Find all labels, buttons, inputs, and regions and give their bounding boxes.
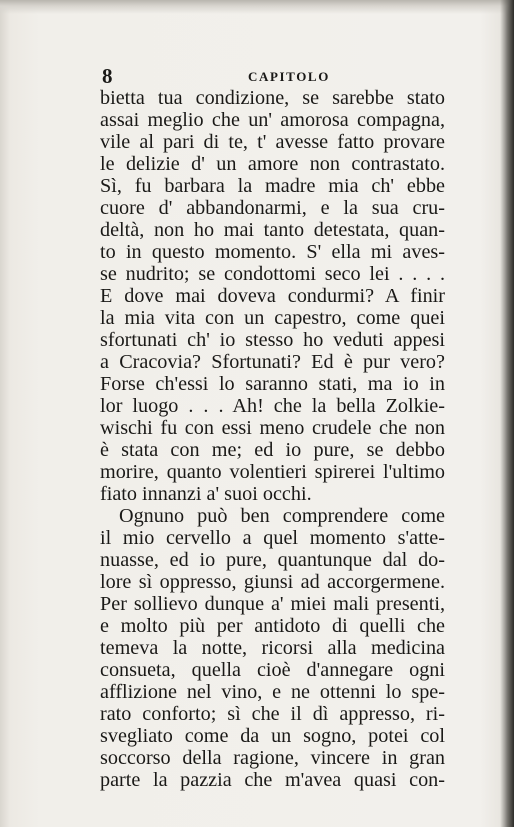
text-line: lore sì oppresso, giunsi ad accorgermene. [100,571,445,593]
text-line: a Cracovia? Sfortunati? Ed è pur vero? [100,351,445,373]
text-line: svegliato come da un sogno, potei col [100,725,445,747]
text-line-paragraph-end: fiato innanzi a' suoi occhi. [100,483,312,505]
text-line: E dove mai doveva condurmi? A finir [100,285,445,307]
text-line: Per sollievo dunque a' miei mali presenti, [100,593,445,615]
text-line: bietta tua condizione, se sarebbe stato [100,87,445,109]
text-line: rato conforto; sì che il dì appresso, ri- [100,703,445,725]
text-line: è stata con me; ed io pure, se debbo [100,439,445,461]
text-line: temeva la notte, ricorsi alla medicina [100,637,445,659]
text-line: nuasse, ed io pure, quantunque dal do- [100,549,445,571]
text-line: Sì, fu barbara la madre mia ch' ebbe [100,175,445,197]
text-line: parte la pazzia che m'avea quasi con- [100,769,445,791]
text-line: consueta, quella cioè d'annegare ogni [100,659,445,681]
text-line: wischi fu con essi meno crudele che non [100,417,445,439]
text-line: lor luogo . . . Ah! che la bella Zolkie- [100,395,445,417]
body-text [100,87,445,791]
text-line: vile al pari di te, t' avesse fatto provare [100,131,445,153]
page-top-edge-shadow [0,0,514,14]
running-head: CAPITOLO [248,69,330,84]
text-line: Forse ch'essi lo saranno stati, ma io in [100,373,445,395]
text-line: cuore d' abbandonarmi, e la sua cru- [100,197,445,219]
text-line: il mio cervello a quel momento s'atte- [100,527,445,549]
text-line: sfortunati ch' io stesso ho veduti appesi [100,329,445,351]
text-line: se nudrito; se condottomi seco lei . . . . [100,263,445,285]
text-line: e molto più per antidoto di quelli che [100,615,445,637]
text-line: morire, quanto volentieri spirerei l'ultimo [100,461,445,483]
text-line: deltà, non ho mai tanto detestata, quan- [100,219,445,241]
text-line: to in questo momento. S' ella mi aves- [100,241,445,263]
text-line: le delizie d' un amore non contrastato. [100,153,445,175]
text-line: afflizione nel vino, e ne ottenni lo spe- [100,681,445,703]
text-line: la mia vita con un capestro, come quei [100,307,445,329]
text-line: soccorso della ragione, vincere in gran [100,747,445,769]
text-line: assai meglio che un' amorosa compagna, [100,109,445,131]
page-header [98,63,446,89]
page-number: 8 [102,64,113,88]
page-binding-shadow [500,0,514,827]
text-line-paragraph-start: Ognuno può ben comprendere come [119,505,445,527]
